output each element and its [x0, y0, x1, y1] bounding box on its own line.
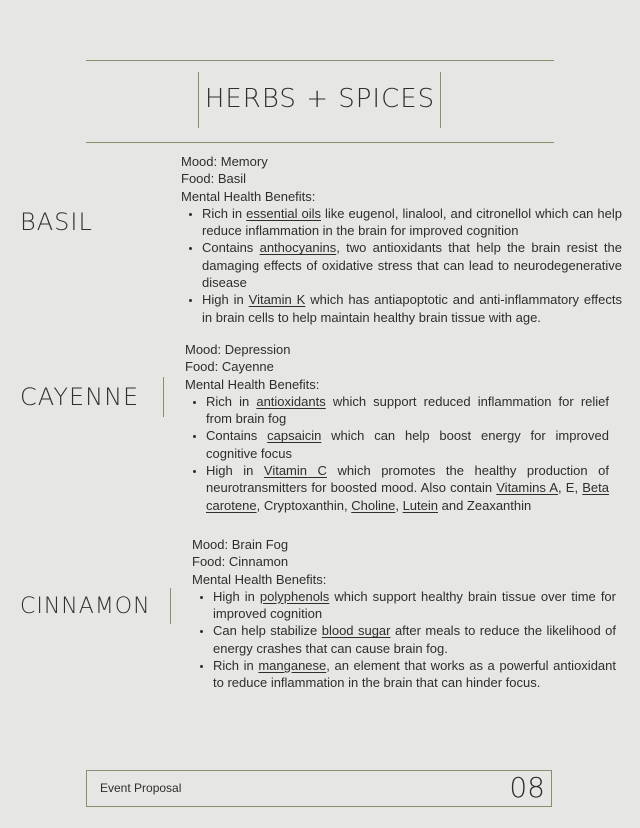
- benefits-list: [192, 588, 616, 692]
- link-essential-oils[interactable]: essential oils: [246, 205, 322, 221]
- list-item: • Contains anthocyanins, two antioxidants that help the brain resist the damaging effects of oxidative stress that can lead to neurodegenerative disease: [202, 239, 622, 291]
- food-line: Food: Cayenne: [185, 359, 274, 375]
- section-basil: [181, 153, 622, 326]
- benefits-heading: Mental Health Benefits:: [192, 571, 327, 587]
- benefits-list: [181, 205, 622, 326]
- link-capsaicin[interactable]: capsaicin: [267, 428, 322, 444]
- list-item: • Rich in manganese, an element that works as a powerful antioxidant to reduce inflammation in the brain that can hinder focus.: [213, 657, 616, 692]
- link-anthocyanins[interactable]: anthocyanins: [259, 240, 337, 256]
- page-title: HERBS + SPICES: [204, 84, 436, 114]
- cinnamon-divider: [170, 588, 171, 624]
- benefits-heading: Mental Health Benefits:: [181, 188, 316, 204]
- section-cinnamon: [192, 536, 616, 692]
- link-manganese[interactable]: manganese: [258, 658, 327, 674]
- herb-name-cinnamon: CINNAMON: [20, 594, 151, 619]
- header-top-rule: [86, 60, 554, 61]
- link-blood-sugar[interactable]: blood sugar: [321, 623, 391, 639]
- list-item: • Contains capsaicin which can help boost energy for improved cognitive focus: [206, 427, 609, 462]
- link-polyphenols[interactable]: polyphenols: [259, 588, 330, 604]
- list-item: • High in Vitamin C which promotes the healthy production of neurotransmitters for boosted mood. Also contain Vitamins A, E, Beta carotene, Cryptoxanthin, Choline, Lutein and Zeaxanthin: [206, 462, 609, 514]
- link-beta-carotene[interactable]: Beta carotene: [206, 480, 609, 513]
- link-vitamins-a[interactable]: Vitamins A: [496, 480, 558, 496]
- mood-line: Mood: Brain Fog: [192, 537, 289, 552]
- food-line: Food: Cinnamon: [192, 554, 289, 570]
- list-item: • High in Vitamin K which has antiapoptotic and anti-inflammatory effects in brain cells to help maintain healthy brain tissue with age.: [202, 291, 622, 326]
- mood-line: Mood: Memory: [181, 154, 268, 169]
- page-number: 08: [509, 771, 545, 804]
- link-choline[interactable]: Choline: [351, 497, 396, 513]
- link-vitamin-k[interactable]: Vitamin K: [248, 292, 306, 308]
- list-item: • High in polyphenols which support healthy brain tissue over time for improved cognition: [213, 588, 616, 623]
- food-line: Food: Basil: [181, 171, 247, 187]
- list-item: • Can help stabilize blood sugar after meals to reduce the likelihood of energy crashes that can cause brain fog.: [213, 622, 616, 657]
- herb-name-cayenne: CAYENNE: [20, 383, 140, 411]
- section-cayenne: [185, 341, 609, 514]
- link-antioxidants[interactable]: antioxidants: [256, 393, 326, 409]
- cayenne-divider: [163, 377, 164, 417]
- list-item: • Rich in antioxidants which support reduced inflammation for relief from brain fog: [206, 393, 609, 428]
- header-left-bar: [198, 72, 199, 128]
- header-bottom-rule: [86, 142, 554, 143]
- herb-name-basil: BASIL: [20, 208, 93, 236]
- benefits-list: [185, 393, 609, 514]
- mood-line: Mood: Depression: [185, 342, 291, 357]
- link-vitamin-c[interactable]: Vitamin C: [263, 463, 327, 479]
- link-lutein[interactable]: Lutein: [402, 497, 438, 513]
- list-item: • Rich in essential oils like eugenol, linalool, and citronellol which can help reduce inflammation in the brain for improved cognition: [202, 205, 622, 240]
- header-right-bar: [440, 72, 441, 128]
- benefits-heading: Mental Health Benefits:: [185, 376, 320, 392]
- footer-label: Event Proposal: [100, 781, 182, 795]
- footer-bar: [86, 770, 552, 807]
